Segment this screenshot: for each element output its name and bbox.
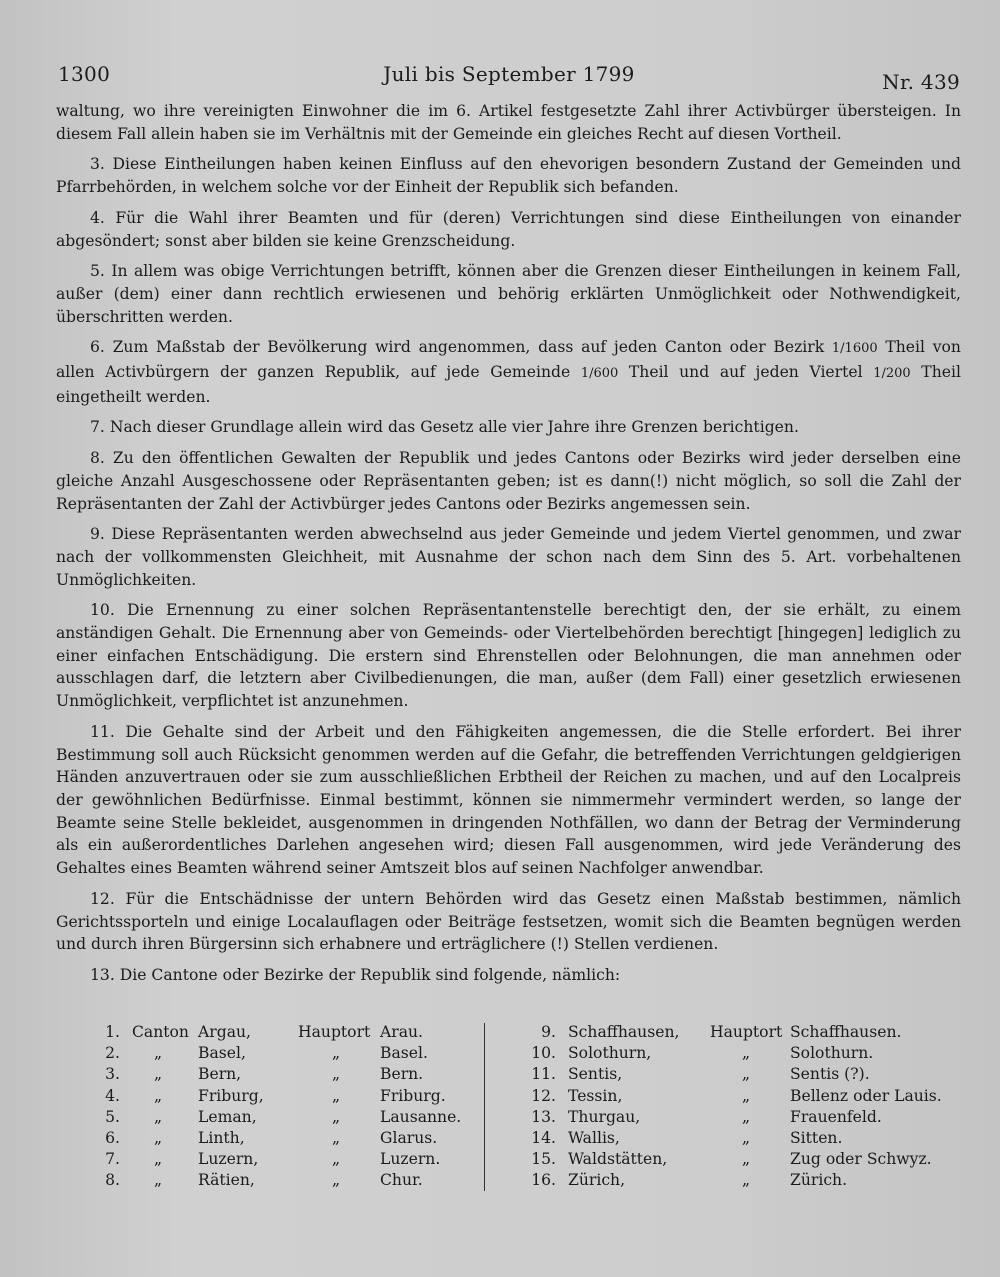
capital-name: Chur. <box>380 1171 423 1190</box>
body-text <box>56 100 961 995</box>
canton-row <box>56 1021 961 1044</box>
capital-label: „ <box>332 1129 341 1147</box>
fraction-gemeinde: 1/600 <box>580 366 619 382</box>
paragraph-8: 8. Zu den öffentlichen Gewalten der Republik und jedes Cantons oder Bezirks wird jeder derselben eine gleiche Anzahl Ausgeschossene oder Repräsentanten geben; ist es dann(!) nicht möglich, so soll die Zahl der Repräsentanten der Zahl der Activbürger jedes Cantons oder Bezirks angemessen sein. <box>56 449 961 513</box>
capital-label: „ <box>742 1171 751 1190</box>
canton-name: Tessin, <box>568 1086 623 1105</box>
capital-name: Luzern. <box>380 1150 441 1169</box>
canton-label: „ <box>154 1065 163 1084</box>
capital-label: „ <box>742 1150 751 1169</box>
canton-label: „ <box>154 1086 163 1105</box>
paragraph-11: 11. Die Gehalte sind der Arbeit und den Fähigkeiten angemessen, die die Stelle erfordert. Bei ihrer Bestimmung soll auch Rücksicht genommen werden auf die Gefahr, die betreffenden Verrichtungen geldgierigen Händen anzuvertrauen oder sie zum ausschließlichen Erbtheil der Reichen zu machen, und auf den Localpreis der gewöhnlichen Bedürfnisse. Einmal bestimmt, können sie nimmermehr vermindert werden, so lange der Beamte seine Stelle bekleidet, ausgenommen in dringenden Nothfällen, wo dann der Betrag der Verminderung als ein außerordentliches Darlehen angesehen wird; diesen Fall ausgenommen, wird jede Veränderung des Gehaltes eines Beamten während seiner Amtszeit blos auf seinen Nachfolger anwendbar. <box>56 722 961 878</box>
canton-name: Solothurn, <box>568 1044 652 1063</box>
canton-number: 3. <box>105 1065 120 1084</box>
canton-number: 11. <box>531 1065 556 1084</box>
canton-name: Schaffhausen, <box>568 1023 680 1041</box>
capital-name: Arau. <box>380 1023 424 1041</box>
canton-row <box>56 1169 961 1192</box>
canton-name: Zürich, <box>568 1171 626 1190</box>
capital-label: „ <box>332 1086 341 1105</box>
capital-name: Friburg. <box>380 1086 446 1105</box>
paragraph-13: 13. Die Cantone oder Bezirke der Republik sind folgende, nämlich: <box>90 965 621 984</box>
paragraph-5: 5. In allem was obige Verrichtungen betrifft, können aber die Grenzen dieser Eintheilungen in keinem Fall, außer (dem) einer dann rechtlich erwiesenen und behörig erklärten Unmöglichkeit oder Nothwendigkeit, überschritten werden. <box>56 262 961 326</box>
page-header <box>58 62 960 92</box>
canton-name: Luzern, <box>198 1150 259 1169</box>
capital-name: Sentis (?). <box>790 1065 870 1084</box>
canton-name: Bern, <box>198 1065 242 1084</box>
fraction-viertel: 1/200 <box>873 366 911 382</box>
canton-number: 8. <box>105 1171 120 1190</box>
capital-label: Hauptort <box>710 1023 783 1041</box>
canton-name: Basel, <box>198 1044 246 1063</box>
capital-name: Glarus. <box>380 1129 438 1147</box>
canton-label: Canton <box>132 1023 189 1041</box>
capital-label: „ <box>332 1065 341 1084</box>
canton-label: „ <box>154 1150 163 1169</box>
canton-number: 2. <box>105 1044 120 1063</box>
canton-name: Linth, <box>198 1129 245 1147</box>
paragraph-6-text-b: Theil von allen Activbürgern der ganzen Republik, auf jede Gemeinde <box>56 338 961 382</box>
capital-name: Bellenz oder Lauis. <box>790 1086 942 1105</box>
canton-name: Friburg, <box>198 1086 264 1105</box>
canton-number: 1. <box>105 1023 120 1041</box>
paragraph-6-text-c: Theil und auf jeden Viertel <box>628 363 863 382</box>
paragraph-6-text-d: Theil eingetheilt werden. <box>56 363 961 406</box>
canton-number: 6. <box>105 1129 120 1147</box>
capital-name: Schaffhausen. <box>790 1023 902 1041</box>
canton-label: „ <box>154 1044 163 1063</box>
paragraph-3: 3. Diese Eintheilungen haben keinen Einfluss auf den ehevorigen besondern Zustand der Gemeinden und Pfarrbehörden, in welchem solche vor der Einheit der Republik sich befanden. <box>56 155 961 197</box>
capital-name: Solothurn. <box>790 1044 874 1063</box>
canton-name: Sentis, <box>568 1065 623 1084</box>
paragraph-10: 10. Die Ernennung zu einer solchen Repräsentantenstelle berechtigt den, der sie erhält, zu einem anständigen Gehalt. Die Ernennung aber von Gemeinds- oder Viertelbehörden berechtigt [hingegen] lediglich zu einer einfachen Entschädigung. Die erstern sind Ehrenstellen oder Belohnungen, die man annehmen oder ausschlagen darf, die letztern aber Civilbedienungen, die man, außer (dem Fall) einer gesetzlich erwiesenen Unmöglichkeit, verpflichtet ist anzunehmen. <box>56 601 961 711</box>
canton-name: Thurgau, <box>568 1107 641 1126</box>
canton-number: 15. <box>531 1150 556 1169</box>
canton-name: Leman, <box>198 1107 257 1126</box>
capital-label: „ <box>742 1086 751 1105</box>
paragraph-continued: waltung, wo ihre vereinigten Einwohner die im 6. Artikel festgesetzte Zahl ihrer Activbürger übersteigen. In diesem Fall allein haben sie im Verhältnis mit der Gemeinde ein gleiches Recht auf diesen Vortheil. <box>56 102 961 143</box>
canton-label: „ <box>154 1171 163 1190</box>
canton-name: Waldstätten, <box>568 1150 668 1169</box>
capital-name: Frauenfeld. <box>790 1107 882 1126</box>
capital-name: Zürich. <box>790 1171 848 1190</box>
running-title: Juli bis September 1799 <box>383 62 635 86</box>
capital-label: „ <box>332 1107 341 1126</box>
capital-name: Bern. <box>380 1065 424 1084</box>
canton-number: 10. <box>531 1044 556 1063</box>
capital-label: „ <box>332 1044 341 1063</box>
canton-label: „ <box>154 1107 163 1126</box>
canton-number: 5. <box>105 1107 120 1126</box>
canton-number: 16. <box>531 1171 556 1190</box>
canton-number: 12. <box>531 1086 556 1105</box>
canton-number: 9. <box>541 1023 556 1041</box>
canton-list <box>56 1021 961 1191</box>
paragraph-4: 4. Für die Wahl ihrer Beamten und für (deren) Verrichtungen sind diese Eintheilungen von einander abgesöndert; sonst aber bilden sie keine Grenzscheidung. <box>56 208 961 250</box>
canton-number: 14. <box>531 1129 556 1147</box>
capital-label: „ <box>332 1171 341 1190</box>
canton-row <box>56 1148 961 1171</box>
canton-name: Rätien, <box>198 1171 255 1190</box>
document-number: Nr. 439 <box>882 70 960 94</box>
canton-row <box>56 1063 961 1086</box>
paragraph-12: 12. Für die Entschädnisse der untern Behörden wird das Gesetz einen Maßstab bestimmen, nämlich Gerichtssporteln und einige Localauflagen oder Beiträge festsetzen, womit sich die Beamten begnügen werden und durch ihren Bürgersinn sich erhabnere und erträglichere (!) Stellen verdienen. <box>56 889 961 954</box>
canton-row <box>56 1127 961 1150</box>
canton-row <box>56 1106 961 1129</box>
capital-label: „ <box>742 1107 751 1126</box>
paragraph-9: 9. Diese Repräsentanten werden abwechselnd aus jeder Gemeinde und jedem Viertel genommen, und zwar nach der vollkommensten Gleichheit, mit Ausnahme der schon nach dem Sinn des 5. Art. vorbehaltenen Unmöglichkeiten. <box>56 525 961 589</box>
capital-label: „ <box>742 1129 751 1147</box>
paragraph-6 <box>56 336 961 408</box>
capital-name: Zug oder Schwyz. <box>790 1150 932 1169</box>
canton-label: „ <box>154 1129 163 1147</box>
paragraph-6-text-a: 6. Zum Maßstab der Bevölkerung wird angenommen, dass auf jeden Canton oder Bezirk <box>90 338 825 357</box>
capital-label: „ <box>742 1065 751 1084</box>
page-number: 1300 <box>58 62 111 86</box>
capital-label: Hauptort <box>298 1023 371 1041</box>
canton-number: 4. <box>105 1086 120 1105</box>
canton-number: 7. <box>105 1150 120 1169</box>
canton-number: 13. <box>531 1107 556 1126</box>
capital-name: Sitten. <box>790 1129 843 1147</box>
canton-name: Wallis, <box>568 1129 620 1147</box>
canton-row <box>56 1042 961 1065</box>
canton-name: Argau, <box>198 1023 251 1041</box>
capital-label: „ <box>332 1150 341 1169</box>
canton-row <box>56 1085 961 1108</box>
fraction-canton: 1/1600 <box>831 341 878 357</box>
capital-name: Basel. <box>380 1044 428 1063</box>
capital-name: Lausanne. <box>380 1107 462 1126</box>
paragraph-7: 7. Nach dieser Grundlage allein wird das Gesetz alle vier Jahre ihre Grenzen berichtigen. <box>90 418 799 437</box>
capital-label: „ <box>742 1044 751 1063</box>
